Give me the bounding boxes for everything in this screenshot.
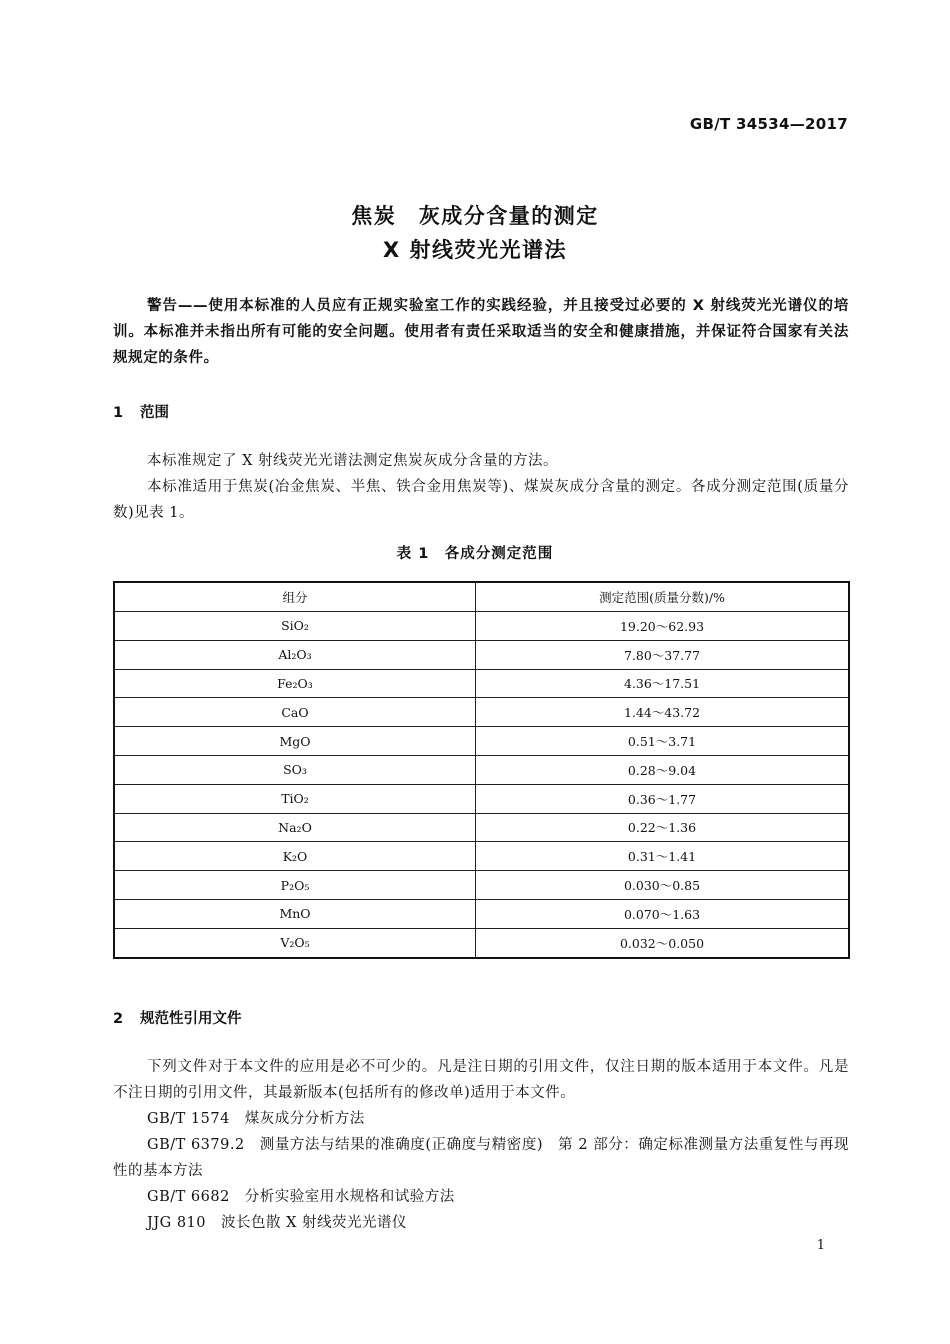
table-row bbox=[114, 928, 849, 957]
page-number: 1 bbox=[816, 1238, 825, 1253]
range-cell: 1.44～43.72 bbox=[476, 698, 850, 727]
table-row bbox=[114, 669, 849, 698]
section-2-intro: 下列文件对于本文件的应用是必不可少的。凡是注日期的引用文件，仅注日期的版本适用于本文件。凡是不注日期的引用文件，其最新版本(包括所有的修改单)适用于本文件。 bbox=[113, 1059, 849, 1101]
table-1-caption: 表 1 各成分测定范围 bbox=[396, 546, 554, 562]
table-row bbox=[114, 698, 849, 727]
section-1-heading bbox=[113, 401, 169, 422]
reference-item: GB/T 6379.2 测量方法与结果的准确度(正确度与精密度) 第 2 部分：确定标准测量方法重复性与再现性的基本方法 bbox=[113, 1137, 849, 1179]
table-row bbox=[114, 899, 849, 928]
component-cell: MnO bbox=[114, 899, 476, 928]
component-cell: K₂O bbox=[114, 842, 476, 871]
reference-item: JJG 810 波长色散 X 射线荧光光谱仪 bbox=[147, 1215, 408, 1231]
range-cell: 7.80～37.77 bbox=[476, 640, 850, 669]
range-cell: 0.31～1.41 bbox=[476, 842, 850, 871]
table-header-range: 测定范围(质量分数)/% bbox=[476, 582, 850, 612]
document-title-line1: 焦炭 灰成分含量的测定 bbox=[351, 204, 599, 228]
reference-item: GB/T 6682 分析实验室用水规格和试验方法 bbox=[147, 1189, 455, 1205]
range-cell: 0.36～1.77 bbox=[476, 784, 850, 813]
range-cell: 4.36～17.51 bbox=[476, 669, 850, 698]
section-1-title: 范围 bbox=[140, 405, 169, 421]
section-1-paragraph: 本标准规定了 X 射线荧光光谱法测定焦炭灰成分含量的方法。 bbox=[147, 453, 559, 469]
component-cell: Fe₂O₃ bbox=[114, 669, 476, 698]
table-row bbox=[114, 813, 849, 842]
section-1-paragraph: 本标准适用于焦炭(冶金焦炭、半焦、铁合金用焦炭等)、煤炭灰成分含量的测定。各成分测定范围(质量分数)见表 1。 bbox=[113, 479, 849, 521]
component-cell: P₂O₅ bbox=[114, 871, 476, 900]
component-cell: Na₂O bbox=[114, 813, 476, 842]
table-row bbox=[114, 784, 849, 813]
table-row bbox=[114, 871, 849, 900]
reference-item: GB/T 1574 煤灰成分分析方法 bbox=[147, 1111, 365, 1127]
table-row bbox=[114, 755, 849, 784]
section-2-title: 规范性引用文件 bbox=[140, 1011, 242, 1027]
table-row bbox=[114, 727, 849, 756]
table-header-row bbox=[114, 582, 849, 612]
table-1 bbox=[113, 581, 850, 959]
table-row bbox=[114, 640, 849, 669]
component-cell: SO₃ bbox=[114, 755, 476, 784]
range-cell: 0.070～1.63 bbox=[476, 899, 850, 928]
component-cell: SiO₂ bbox=[114, 612, 476, 641]
range-cell: 0.28～9.04 bbox=[476, 755, 850, 784]
range-cell: 0.032～0.050 bbox=[476, 928, 850, 957]
document-title-line2: X 射线荧光光谱法 bbox=[382, 238, 567, 262]
component-cell: CaO bbox=[114, 698, 476, 727]
component-cell: MgO bbox=[114, 727, 476, 756]
section-2-heading bbox=[113, 1007, 242, 1028]
safety-warning: 警告——使用本标准的人员应有正规实验室工作的实践经验，并且接受过必要的 X 射线荧光光谱仪的培训。本标准并未指出所有可能的安全问题。使用者有责任采取适当的安全和健康措施，并保证符合国家有关法规规定的条件。 bbox=[113, 298, 849, 366]
range-cell: 0.22～1.36 bbox=[476, 813, 850, 842]
table-row bbox=[114, 842, 849, 871]
range-cell: 19.20～62.93 bbox=[476, 612, 850, 641]
range-cell: 0.030～0.85 bbox=[476, 871, 850, 900]
table-row bbox=[114, 612, 849, 641]
section-1-number: 1 bbox=[113, 405, 124, 421]
section-2-number: 2 bbox=[113, 1011, 124, 1027]
standard-number: GB/T 34534—2017 bbox=[689, 115, 848, 133]
table-header-component: 组分 bbox=[114, 582, 476, 612]
range-cell: 0.51～3.71 bbox=[476, 727, 850, 756]
component-cell: Al₂O₃ bbox=[114, 640, 476, 669]
component-cell: TiO₂ bbox=[114, 784, 476, 813]
component-cell: V₂O₅ bbox=[114, 928, 476, 957]
